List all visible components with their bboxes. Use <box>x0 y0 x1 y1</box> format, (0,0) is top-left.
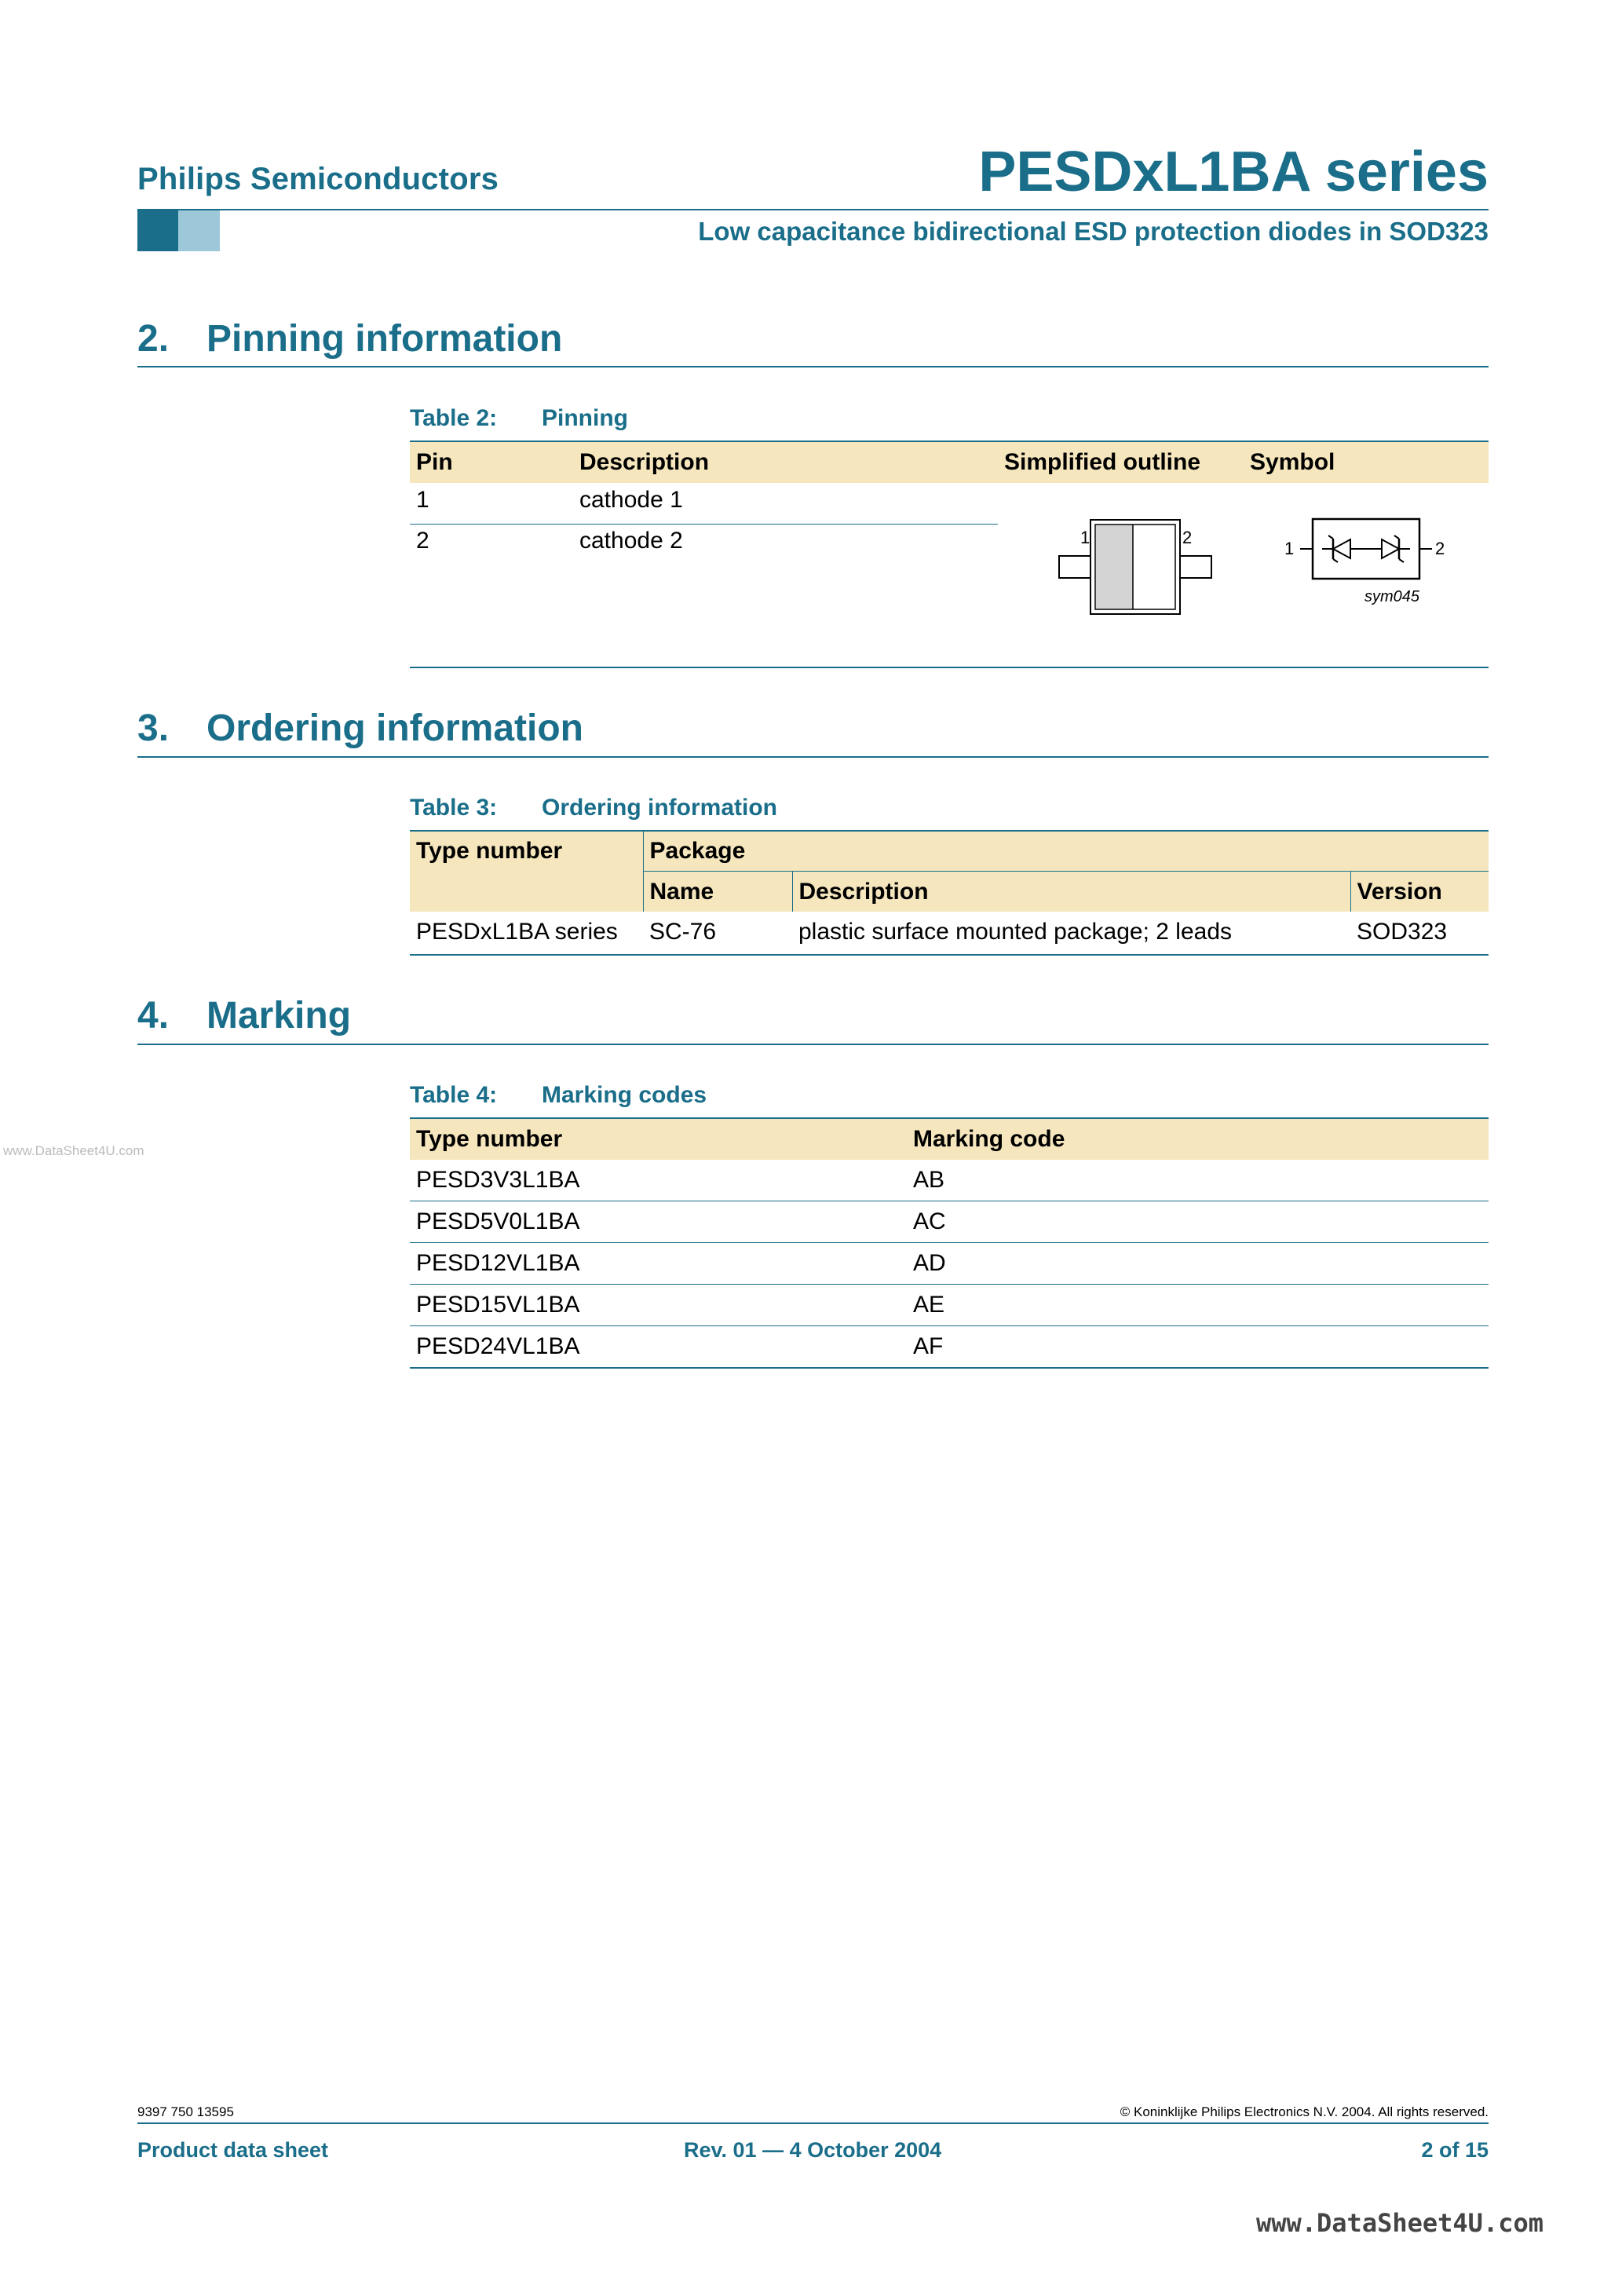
table-row <box>410 1243 1489 1285</box>
cell-type-number: PESD5V0L1BA <box>416 1208 580 1234</box>
cell-package-description: plastic surface mounted package; 2 leads <box>798 919 1232 945</box>
pin-description: cathode 2 <box>579 528 683 554</box>
table-number: Table 2: <box>410 405 498 431</box>
cell-type-number: PESD15VL1BA <box>416 1292 580 1318</box>
revision-date: Rev. 01 — 4 October 2004 <box>684 2138 942 2162</box>
pin-number: 2 <box>416 528 429 554</box>
col-header-name: Name <box>643 872 792 912</box>
package-outline-drawing <box>1021 510 1233 620</box>
col-header-outline: Simplified outline <box>998 442 1244 483</box>
cell-type-number: PESD24VL1BA <box>416 1333 580 1359</box>
company-name: Philips Semiconductors <box>137 162 499 196</box>
col-header-type-number: Type number <box>410 1119 907 1160</box>
cell-marking-code: AD <box>913 1250 946 1276</box>
col-header-description: Description <box>792 872 1350 912</box>
section-heading-pinning <box>137 317 562 360</box>
table-caption-ordering <box>410 795 777 821</box>
cell-marking-code: AB <box>913 1167 945 1193</box>
table-bottom-rule <box>410 667 1489 668</box>
table-header-row <box>410 1119 1489 1160</box>
brand-square-dark <box>137 210 178 251</box>
table-row <box>416 528 429 554</box>
col-header-package: Package <box>643 832 1489 872</box>
document-type: Product data sheet <box>137 2138 329 2162</box>
section-heading-ordering <box>137 707 583 750</box>
table-header-row <box>410 832 1489 872</box>
section-number: 2. <box>137 318 170 360</box>
pin-description: cathode 1 <box>579 487 683 513</box>
table-row <box>410 1326 1489 1369</box>
table-bottom-rule <box>410 954 1489 956</box>
table-row <box>416 487 429 514</box>
footer-rule <box>137 2122 1489 2124</box>
table-caption-marking <box>410 1082 707 1109</box>
document-number: 9397 750 13595 <box>137 2104 234 2119</box>
brand-square-light <box>178 210 220 251</box>
ordering-table <box>410 832 1489 952</box>
page-number: 2 of 15 <box>1421 2138 1489 2162</box>
cell-type-number: PESD3V3L1BA <box>416 1167 580 1193</box>
row-divider <box>410 524 998 525</box>
section-title: Pinning information <box>206 318 563 360</box>
table-row <box>410 1201 1489 1243</box>
symbol-code-label: sym045 <box>1364 588 1420 605</box>
symbol-pin1-label: 1 <box>1284 539 1295 558</box>
side-watermark: www.DataSheet4U.com <box>3 1143 144 1158</box>
cell-package-name: SC-76 <box>649 919 717 945</box>
table-caption: Pinning <box>542 405 628 431</box>
copyright-notice: © Koninklijke Philips Electronics N.V. 2004. All rights reserved. <box>1120 2104 1489 2119</box>
pinning-table <box>410 442 1489 483</box>
col-header-pin: Pin <box>410 442 573 483</box>
outline-pin2-label: 2 <box>1182 528 1193 547</box>
diode-symbol-drawing <box>1272 510 1460 612</box>
table-caption-pinning <box>410 405 628 432</box>
col-header-type-number: Type number <box>410 832 643 912</box>
col-header-symbol: Symbol <box>1244 442 1489 483</box>
table-row <box>410 1285 1489 1326</box>
section-rule <box>137 366 1489 367</box>
cell-type-number: PESD12VL1BA <box>416 1250 580 1276</box>
table-row <box>410 1160 1489 1201</box>
outline-pin1-label: 1 <box>1080 528 1090 547</box>
section-title: Marking <box>206 995 352 1036</box>
symbol-pin2-label: 2 <box>1435 539 1445 558</box>
table-caption: Ordering information <box>542 795 777 821</box>
table-header-row <box>410 442 1489 483</box>
cell-package-version: SOD323 <box>1357 919 1448 945</box>
cell-type-number: PESDxL1BA series <box>416 919 618 945</box>
header-rule <box>137 209 1489 210</box>
cell-marking-code: AF <box>913 1333 944 1359</box>
cell-marking-code: AE <box>913 1292 945 1318</box>
col-header-description: Description <box>573 442 998 483</box>
cell-marking-code: AC <box>913 1208 946 1234</box>
marking-table <box>410 1119 1489 1369</box>
table-number: Table 3: <box>410 795 498 821</box>
table-row <box>410 912 1489 952</box>
section-title: Ordering information <box>206 707 583 749</box>
document-subtitle: Low capacitance bidirectional ESD protection diodes in SOD323 <box>698 217 1489 246</box>
table-caption: Marking codes <box>542 1082 707 1108</box>
section-heading-marking <box>137 994 351 1037</box>
document-title: PESDxL1BA series <box>978 141 1489 203</box>
bottom-watermark: www.DataSheet4U.com <box>1255 2208 1543 2238</box>
section-number: 3. <box>137 707 170 749</box>
section-rule <box>137 1044 1489 1045</box>
section-number: 4. <box>137 995 170 1036</box>
pin-number: 1 <box>416 487 429 513</box>
col-header-marking-code: Marking code <box>907 1119 1489 1160</box>
col-header-version: Version <box>1350 872 1489 912</box>
table-number: Table 4: <box>410 1082 498 1108</box>
section-rule <box>137 756 1489 758</box>
